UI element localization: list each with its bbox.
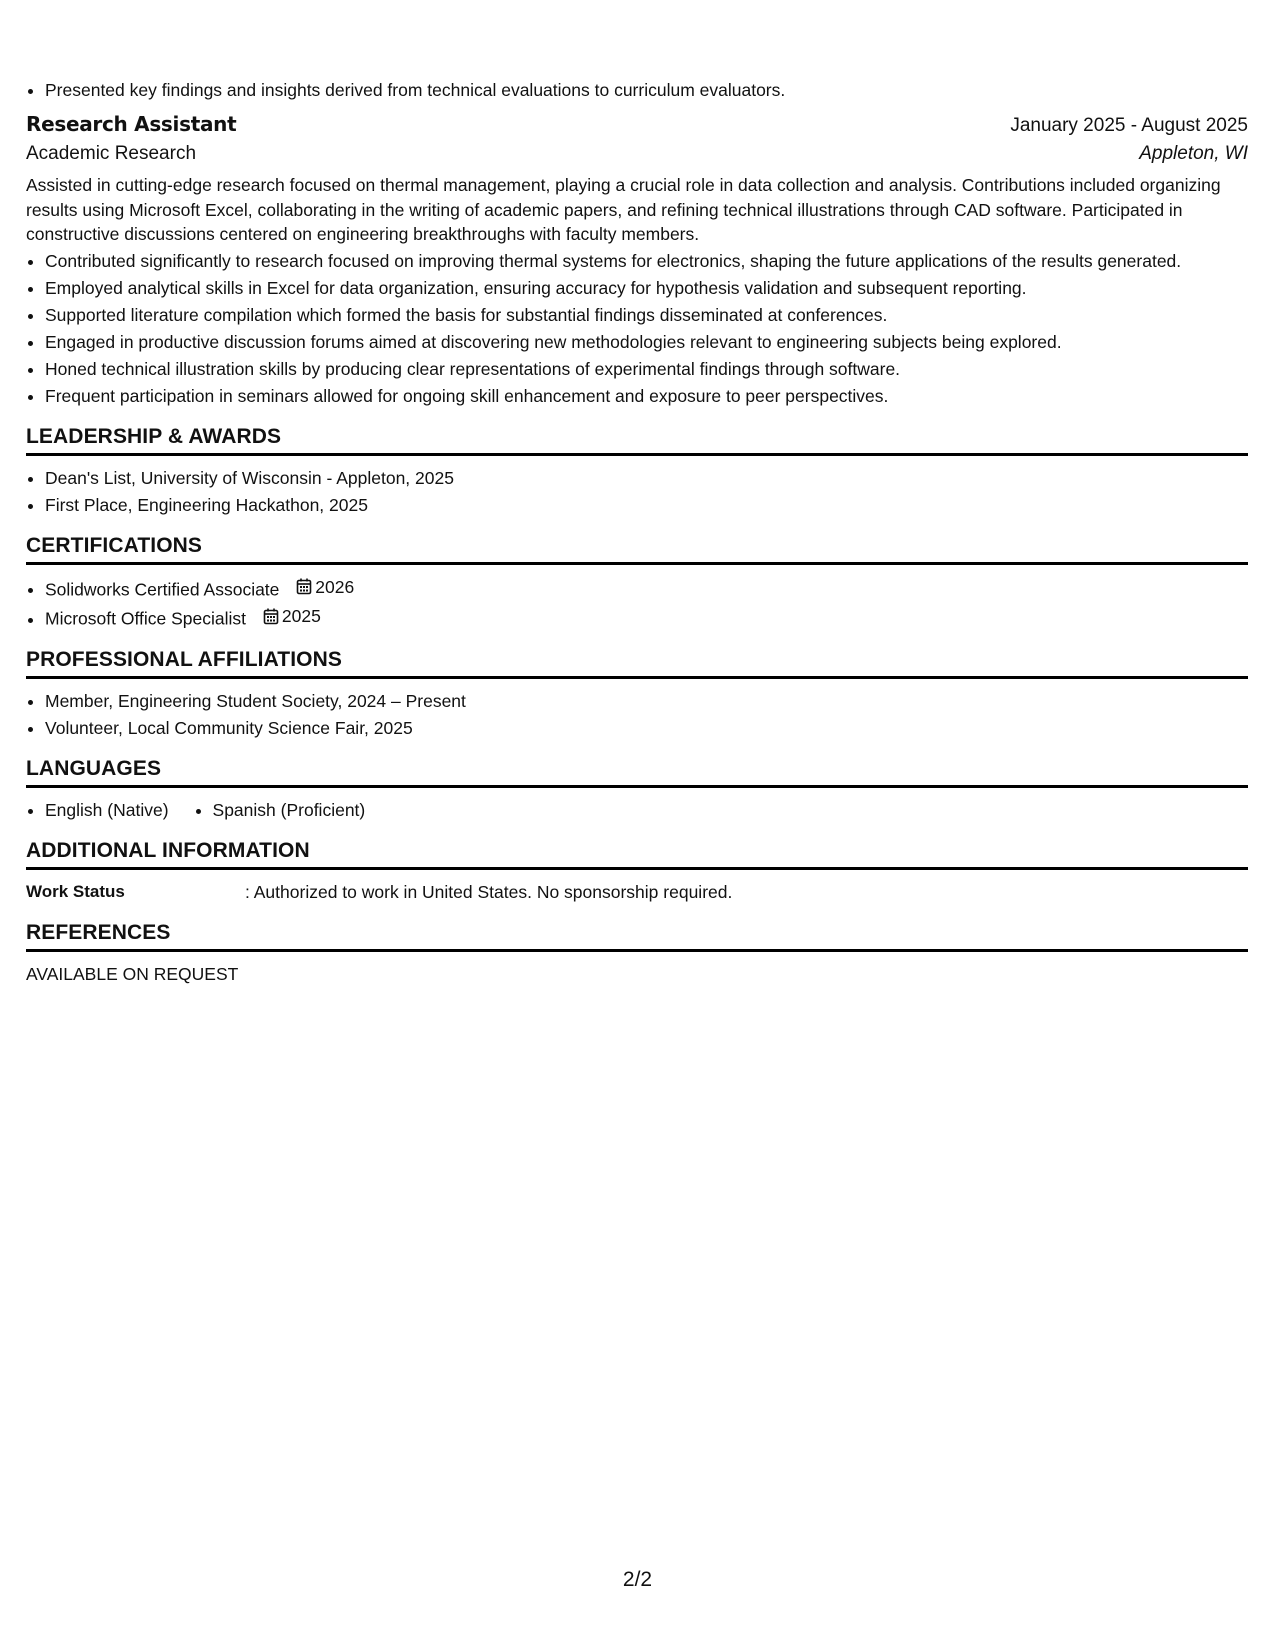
list-item: • Frequent participation in seminars allowed for ongoing skill enhancement and exposure to peer perspectives.	[45, 384, 1248, 408]
job-title: Research Assistant	[26, 112, 237, 136]
resume-page	[26, 78, 1248, 986]
certification-name: Microsoft Office Specialist	[45, 608, 246, 629]
leadership-list	[26, 466, 1248, 517]
page-number: 2/2	[622, 1568, 653, 1591]
job-bullets	[26, 249, 1248, 408]
list-item	[45, 575, 1248, 602]
additional-info-section	[26, 838, 1248, 904]
job-dates: January 2025 - August 2025	[1010, 115, 1248, 136]
list-item: • Supported literature compilation which formed the basis for substantial findings disseminated at conferences.	[45, 303, 1248, 327]
affiliations-section	[26, 647, 1248, 740]
section-title: ADDITIONAL INFORMATION	[26, 838, 1248, 870]
job-location: Appleton, WI	[1139, 143, 1248, 164]
references-text: AVAILABLE ON REQUEST	[26, 963, 239, 984]
section-title: CERTIFICATIONS	[26, 533, 1248, 565]
list-item: • Employed analytical skills in Excel for data organization, ensuring accuracy for hypothesis validation and subsequent reporting.	[45, 276, 1248, 300]
list-item: • Honed technical illustration skills by producing clear representations of experimental findings through software.	[45, 357, 1248, 381]
languages-section	[26, 756, 1248, 822]
references-section	[26, 920, 1248, 986]
certification-date	[263, 604, 321, 628]
job-subheader	[26, 143, 1248, 165]
affiliations-list	[26, 689, 1248, 740]
work-status-row	[26, 880, 1248, 904]
job-header	[26, 112, 1248, 137]
list-item: • Dean's List, University of Wisconsin - Appleton, 2025	[45, 466, 1248, 490]
section-title: REFERENCES	[26, 920, 1248, 952]
list-item: • First Place, Engineering Hackathon, 2025	[45, 493, 1248, 517]
certification-name: Solidworks Certified Associate	[45, 579, 280, 599]
languages-list	[26, 798, 1248, 822]
section-title: LEADERSHIP & AWARDS	[26, 424, 1248, 456]
list-item: • Member, Engineering Student Society, 2024 – Present	[45, 689, 1248, 713]
certifications-section	[26, 533, 1248, 631]
certification-year: 2025	[281, 606, 321, 626]
previous-job-bullets	[26, 78, 1248, 102]
job-organization: Academic Research	[26, 143, 197, 164]
list-item: • Spanish (Proficient)	[213, 798, 366, 822]
calendar-icon	[296, 578, 312, 595]
work-status-value: : Authorized to work in United States. No sponsorship required.	[245, 881, 733, 902]
job-description: Assisted in cutting-edge research focused on thermal management, playing a crucial role in data collection and analysis. Contributions included organizing results using Microsoft Excel, collaborating in the writing of academic papers, and refining technical illustrations through CAD software. Participated in constructive discussions centered on engineering breakthroughs with faculty members.	[26, 175, 1221, 244]
calendar-icon	[263, 608, 279, 625]
certification-year: 2026	[315, 576, 355, 597]
certification-date	[296, 575, 354, 599]
list-item: • Engaged in productive discussion forums aimed at discovering new methodologies relevant to engineering subjects being explored.	[45, 330, 1248, 354]
list-item: • Presented key findings and insights derived from technical evaluations to curriculum evaluators.	[45, 78, 1248, 102]
list-item	[45, 604, 1248, 631]
work-status-label: Work Status	[26, 881, 125, 901]
list-item: • English (Native)	[45, 798, 169, 822]
list-item: • Contributed significantly to research focused on improving thermal systems for electronics, shaping the future applications of the results generated.	[45, 249, 1248, 273]
section-title: LANGUAGES	[26, 756, 1248, 788]
leadership-section	[26, 424, 1248, 517]
section-title: PROFESSIONAL AFFILIATIONS	[26, 647, 1248, 679]
certifications-list	[26, 575, 1248, 631]
list-item: • Volunteer, Local Community Science Fair, 2025	[45, 716, 1248, 740]
experience-entry	[26, 112, 1248, 408]
